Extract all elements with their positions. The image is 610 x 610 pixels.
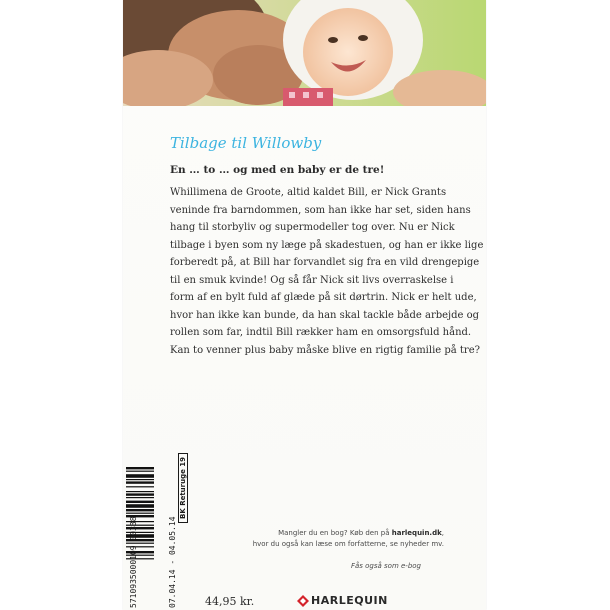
book-tagline: En … to … og med en baby er de tre! <box>170 164 385 176</box>
blurb-line: hang til storbyliv og supermodeller tog over. Nu er Nick <box>170 222 455 233</box>
blurb-line: rollen som far, indtil Bill rækker ham en omsorgsfuld hånd. <box>170 327 472 338</box>
harlequin-diamond-icon <box>297 595 309 607</box>
barcode-number <box>129 516 138 608</box>
publisher-name: HARLEQUIN <box>311 594 388 607</box>
blurb-line: forberedt på, at Bill har forvandlet sig fra en vild drengepige <box>170 257 480 268</box>
back-cover <box>123 0 486 610</box>
footer-line2: hvor du også kan læse om forfatterne, se nyheder mv. <box>252 540 444 548</box>
blurb-line: tilbage i byen som ny læge på skadestuen, og han er ikke lige <box>170 239 484 251</box>
footer-line1-prefix: Mangler du en bog? Køb den på <box>278 529 392 537</box>
photo-father-kissing-baby-icon <box>123 0 486 106</box>
barcode-dates: 07.04.14 - 04.05.14 <box>168 516 177 608</box>
harlequin-website-link[interactable]: harlequin.dk <box>391 529 442 537</box>
blurb-line: veninde fra barndommen, som han ikke har set, siden hans <box>170 204 471 216</box>
book-blurb <box>170 184 486 359</box>
book-title: Tilbage til Willowby <box>170 134 322 152</box>
ebook-note: Fås også som e-bog <box>350 562 421 570</box>
blurb-line: hvor han ikke kan bunde, da han skal tackle både arbejde og <box>170 309 480 321</box>
barcode-number-main: 5710935000109 <box>129 545 138 608</box>
book-price: 44,95 kr. <box>205 595 255 608</box>
cover-photo <box>123 0 486 106</box>
barcode-number-secondary: 00338 <box>129 516 138 541</box>
blurb-line: til en smuk kvinde! Og så får Nick sit livs overraskelse i <box>170 274 454 286</box>
publisher-logo <box>297 594 388 607</box>
return-week-label: BK Returuge 19 <box>178 453 188 523</box>
blurb-line: Kan to venner plus baby måske blive en rigtig familie på tre? <box>170 344 480 356</box>
footer-line1-suffix: , <box>441 529 444 537</box>
blurb-line: form af en bylt fuld af glæde på sit dørtrin. Nick er helt ude, <box>170 292 477 303</box>
blurb-line: Whillimena de Groote, altid kaldet Bill, er Nick Grants <box>170 187 447 198</box>
barcode-block <box>123 456 187 610</box>
footer-info <box>214 528 444 550</box>
